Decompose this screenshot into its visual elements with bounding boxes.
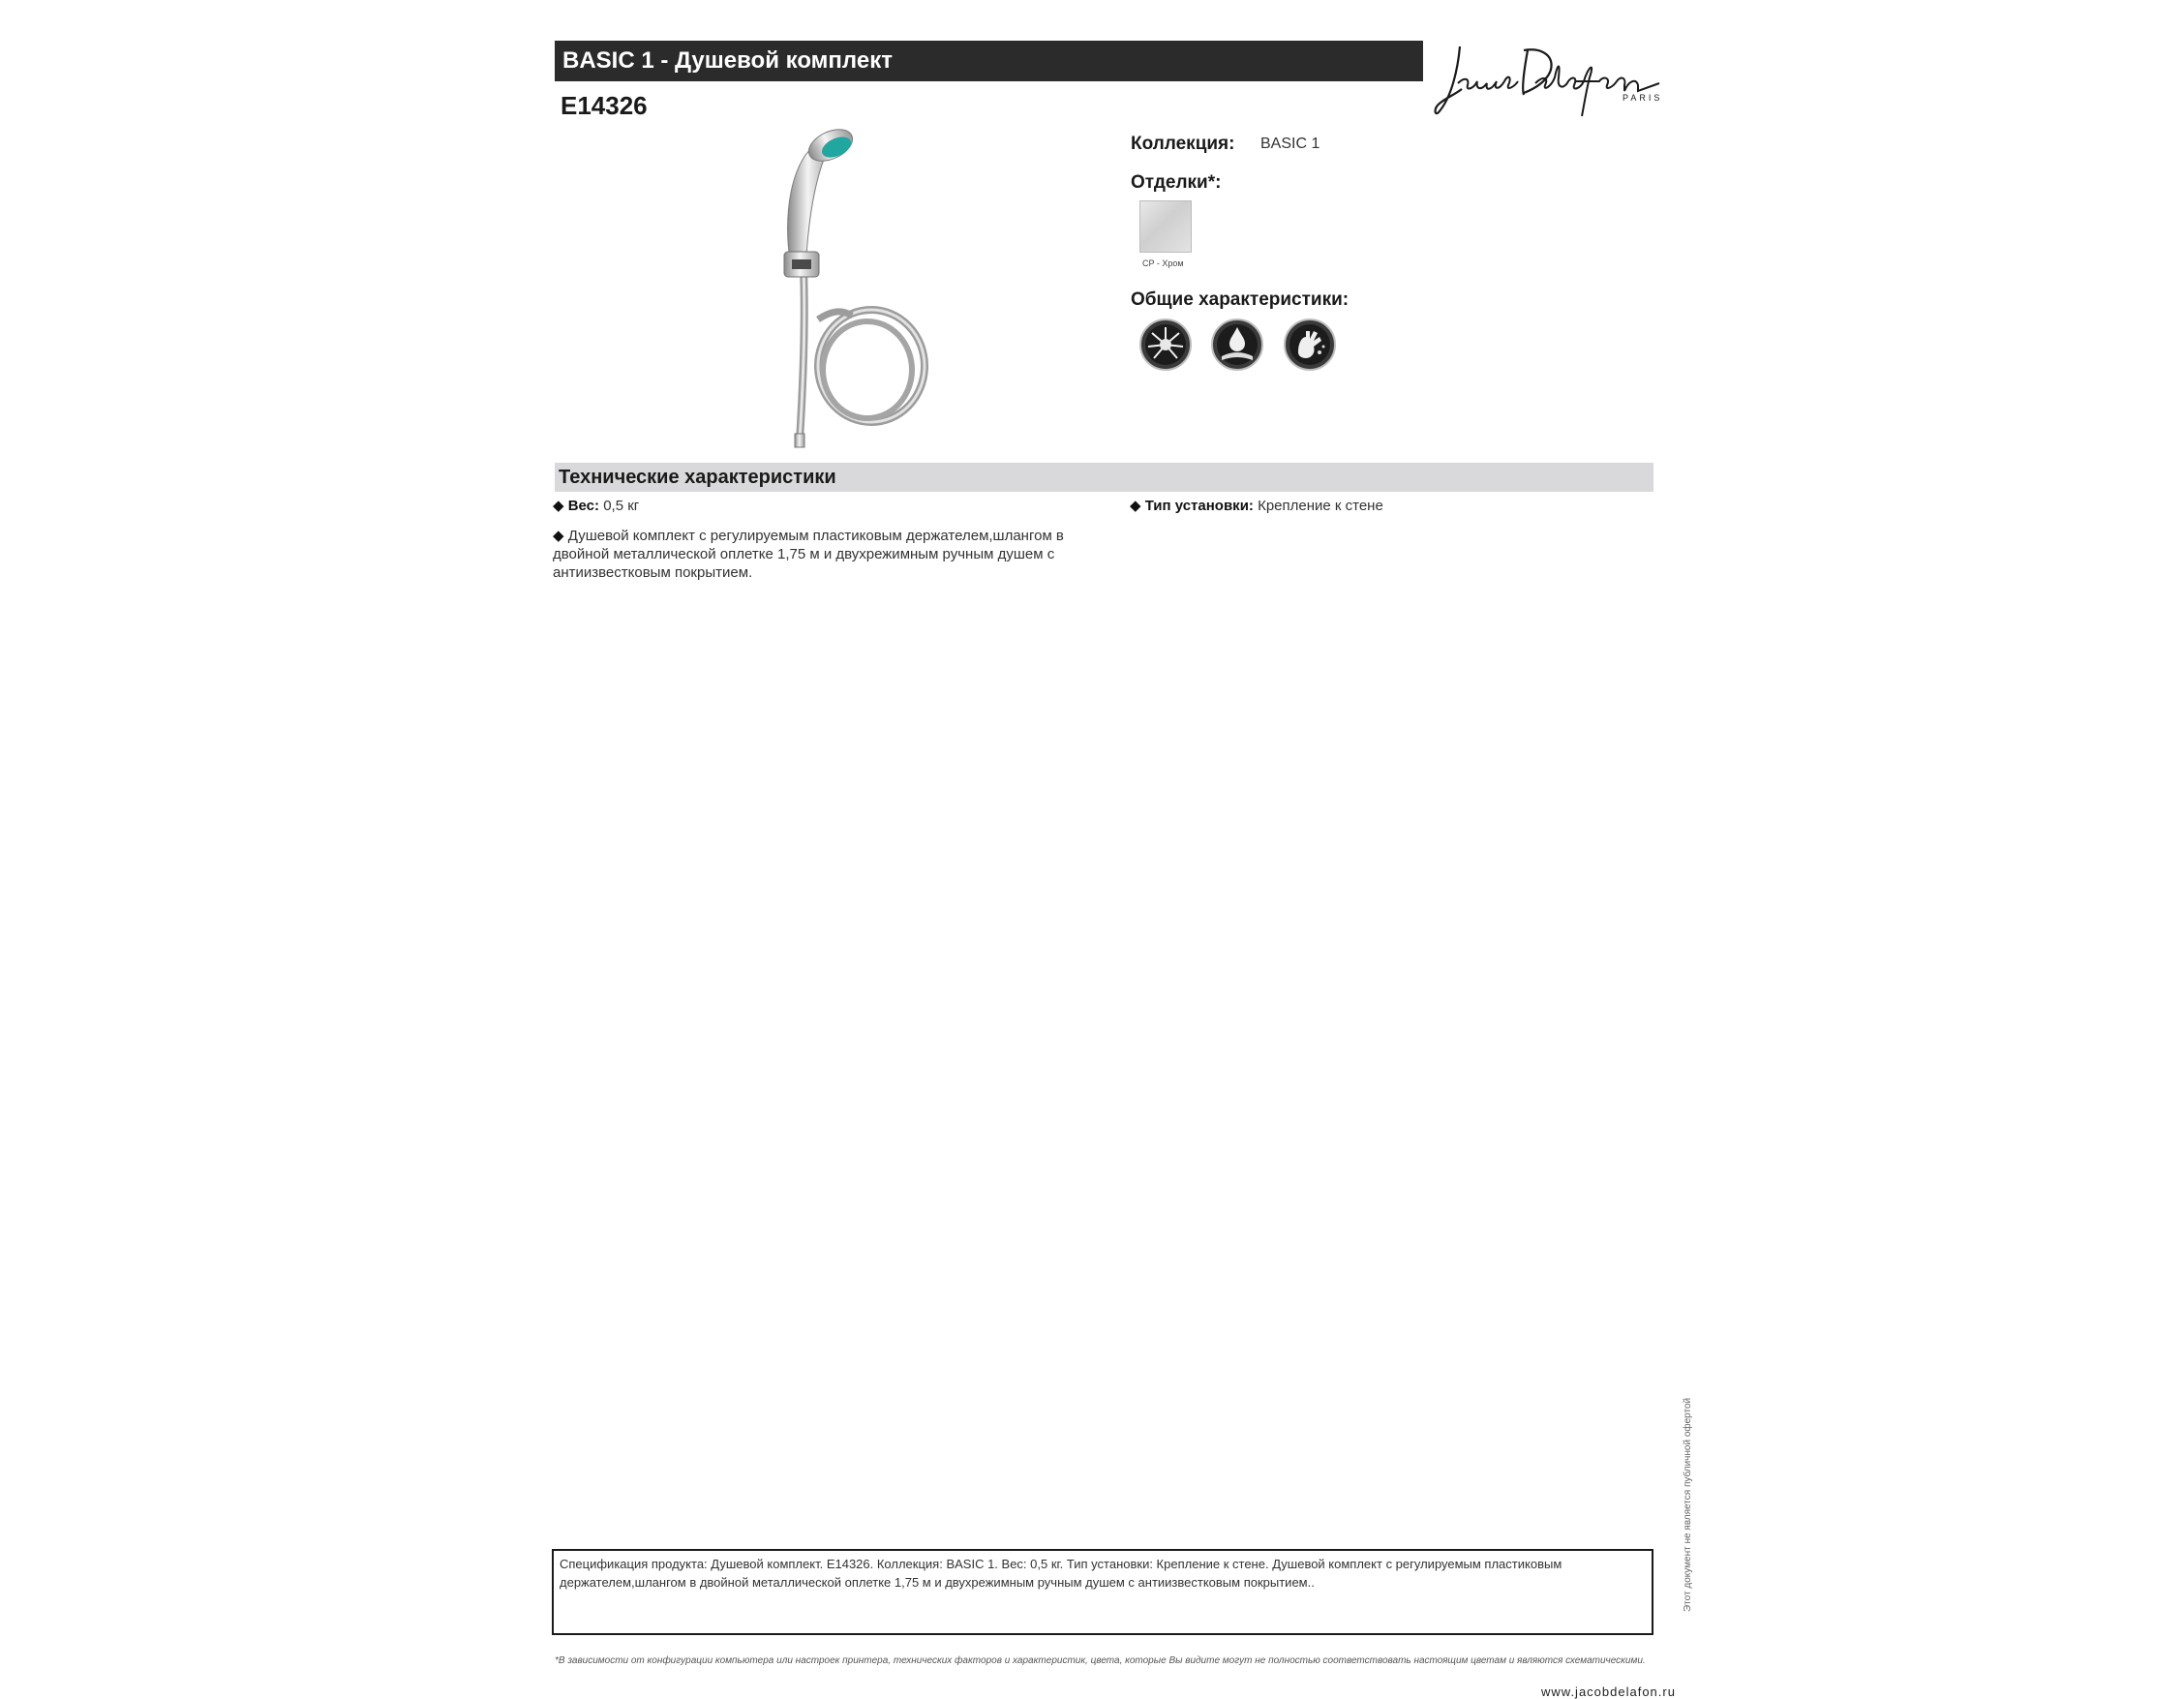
spec-weight [553,497,639,515]
product-code: E14326 [561,91,648,120]
finish-caption: CP - Хром [1142,258,1184,268]
spec-description-text: Душевой комплект с регулируемым пластиковым держателем,шлангом в двойной металлической оплетке 1,75 м и двухрежимным ручным душем с антиизвестковым покрытием. [553,528,1064,581]
easy-clean-icon [1283,318,1337,372]
website-link[interactable]: www.jacobdelafon.ru [1541,1684,1676,1699]
spec-description [553,527,1080,582]
bullet: ◆ [553,498,568,514]
features-label: Общие характеристики: [1131,289,1350,310]
collection-value: BASIC 1 [1260,136,1320,152]
bullet: ◆ [1130,498,1145,514]
spec-weight-label: Вес: [567,498,600,514]
color-disclaimer: *В зависимости от конфигурации компьютера или настроек принтера, технических факторов и характеристик, цвета, которые Вы видите могут не полностью соответствовать настоящим цветам и являются схематическими. [555,1655,1646,1666]
bullet: ◆ [553,528,568,544]
tech-section-header: Технические характеристики [555,463,1653,492]
finish-swatch-chrome [1139,200,1192,253]
hand-shower-illustration [736,126,939,450]
spec-install-label: Тип установки: [1144,498,1254,514]
spec-install-type [1130,497,1383,515]
spray-modes-icon [1138,318,1193,372]
spec-summary-box [552,1549,1653,1635]
finishes-label: Отделки*: [1131,172,1222,193]
product-image [736,126,939,450]
anti-limescale-icon [1210,318,1264,372]
brand-logo [1431,39,1663,120]
collection-label: Коллекция: [1131,134,1235,154]
spec-install-value: Крепление к стене [1258,498,1383,514]
side-note-vertical: Этот документ не является публичной офертой [1683,1397,1693,1612]
brand-logo-signature [1431,39,1663,120]
page-title: BASIC 1 - Душевой комплект [555,41,1423,81]
logo-paris-text: PARIS [1623,93,1663,103]
spec-weight-value: 0,5 кг [603,498,640,514]
spec-summary-text: Спецификация продукта: Душевой комплект. E14326. Коллекция: BASIC 1. Вес: 0,5 кг. Тип установки: Крепление к стене. Душевой комплект с регулируемым пластиковым держателем,шлангом в двойной металлической оплетке 1,75 м и двухрежимным ручным душем с антиизвестковым покрытием.. [560,1557,1562,1590]
